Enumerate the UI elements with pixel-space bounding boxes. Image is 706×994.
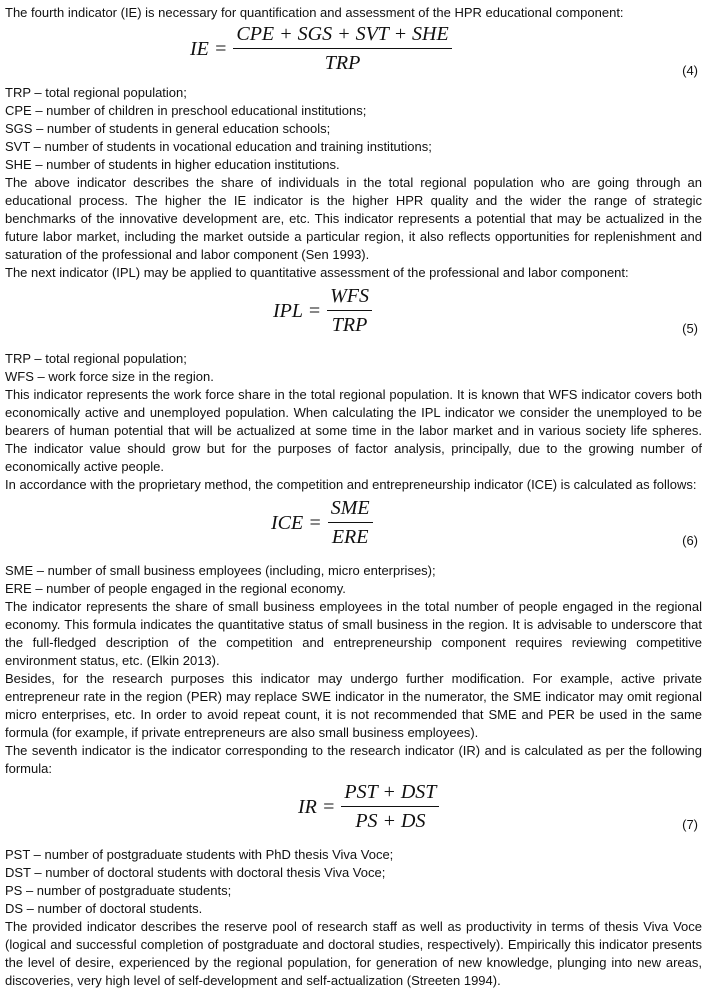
ipl-intro-paragraph: The next indicator (IPL) may be applied to quantitative assessment of the professional and labor component: [5, 265, 629, 280]
equation-6-numerator: SME [330, 497, 370, 519]
equation-6-fraction [328, 496, 373, 549]
definition-line: CPE – number of children in preschool educational institutions; [5, 103, 367, 118]
equation-4 [5, 22, 702, 84]
definition-line: TRP – total regional population; [5, 351, 187, 366]
ipl-description-paragraph: This indicator represents the work force share in the total regional population. It is known that WFS indicator covers both economically active and unemployed population. When calculating the IPL indicator we consider the unemployed to be bearers of human potential that will be actualized at some time in the labor market and in various society life spheres. The indicator value should grow but for the purposes of factor analysis, principally, due to the growing number of economically active people. [5, 387, 702, 474]
equation-7 [5, 778, 702, 846]
equation-4-numerator: CPE + SGS + SVT + SHE [236, 23, 449, 45]
definition-line: WFS – work force size in the region. [5, 369, 214, 384]
definition-line: PS – number of postgraduate students; [5, 883, 232, 898]
equation-6-lhs: ICE = [271, 511, 322, 534]
ice-intro-paragraph: In accordance with the proprietary method, the competition and entrepreneurship indicator (ICE) is calculated as follows: [5, 477, 697, 492]
equation-5-numerator: WFS [330, 285, 370, 307]
definition-line: SGS – number of students in general education schools; [5, 121, 331, 136]
equation-4-number: (4) [682, 63, 698, 78]
definition-line: ERE – number of people engaged in the regional economy. [5, 581, 346, 596]
definition-line: PST – number of postgraduate students with PhD thesis Viva Voce; [5, 847, 394, 862]
ir-description-paragraph: The provided indicator describes the reserve pool of research staff as well as productivity in terms of thesis Viva Voce (logical and successful completion of postgraduate and doctoral studies, respectively). Empirically this indicator presents the level of desire, experienced by the regional population, for generation of new knowledge, plunging into new areas, discoveries, very high level of self-development and self-actualization (Streeten 1994). [5, 919, 702, 988]
definition-line: SVT – number of students in vocational education and training institutions; [5, 139, 432, 154]
equation-7-lhs: IR = [298, 795, 336, 818]
ir-intro-paragraph: The seventh indicator is the indicator corresponding to the research indicator (IR) and is calculated as per the following formula: [5, 743, 702, 776]
equation-5 [5, 282, 702, 350]
equation-7-numerator: PST + DST [344, 781, 437, 803]
equation-7-denominator: PS + DS [355, 810, 426, 832]
equation-6 [5, 494, 702, 562]
equation-7-fraction [341, 780, 439, 833]
ice-modification-paragraph: Besides, for the research purposes this indicator may undergo further modification. For example, active private entrepreneur rate in the region (PER) may replace SWE indicator in the numerator, the SME indicator may omit regional micro enterprises, etc. In order to avoid repeat count, it is not recommended that SME and PER be used in the same formula (for example, if private entrepreneurs are also small business employees). [5, 671, 702, 740]
ie-description-paragraph: The above indicator describes the share of individuals in the total regional population who are going through an educational process. The higher the IE indicator is the higher HPR quality and the wider the range of strategic benchmarks of the innovative development are, etc. This indicator represents a potential that may be actualized in the future labor market, including the market outside a particular region, it also reflects opportunities for replenishment and saturation of the professional and labor component (Sen 1993). [5, 175, 702, 262]
equation-4-formula [190, 22, 452, 75]
equation-5-lhs: IPL = [273, 299, 322, 322]
equation-7-formula [298, 780, 439, 833]
equation-5-denominator: TRP [331, 314, 368, 336]
definition-line: SME – number of small business employees (including, micro enterprises); [5, 563, 436, 578]
equation-6-formula [271, 496, 373, 549]
equation-4-denominator: TRP [324, 52, 361, 74]
equation-5-fraction [327, 284, 372, 337]
equation-5-formula [273, 284, 372, 337]
definition-line: DS – number of doctoral students. [5, 901, 203, 916]
equation-6-denominator: ERE [331, 526, 369, 548]
equation-7-number: (7) [682, 817, 698, 832]
equation-5-number: (5) [682, 321, 698, 336]
definition-line: DST – number of doctoral students with doctoral thesis Viva Voce; [5, 865, 386, 880]
ie-intro-paragraph: The fourth indicator (IE) is necessary for quantification and assessment of the HPR educational component: [5, 5, 624, 20]
ice-description-paragraph: The indicator represents the share of small business employees in the total number of people engaged in the regional economy. This formula indicates the quantitative status of small business in the region. It is advisable to underscore that the full-fledged description of the competition and entrepreneurship component requires reviewing competitive environment status, etc. (Elkin 2013). [5, 599, 702, 668]
equation-4-lhs: IE = [190, 37, 228, 60]
equation-4-fraction [233, 22, 451, 75]
definition-line: TRP – total regional population; [5, 85, 187, 100]
definition-line: SHE – number of students in higher education institutions. [5, 157, 340, 172]
equation-6-number: (6) [682, 533, 698, 548]
